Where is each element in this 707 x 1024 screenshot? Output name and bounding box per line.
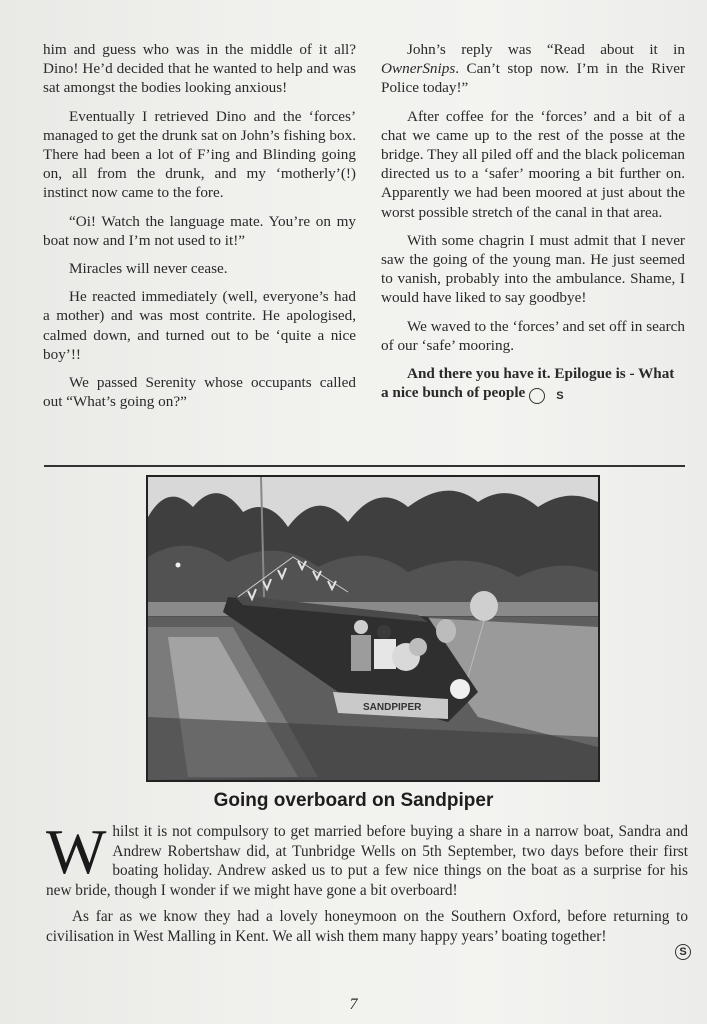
s-logo-icon: S [675,944,691,960]
paragraph: As far as we know they had a lovely honeymoon on the Southern Oxford, before returning to civilisation in West Malling in Kent. We all wish them many happy years’ boating together! [46,908,688,945]
dropcap: W [46,816,107,887]
reply-text-end: . Can’t stop now. I’m in the River Police today!” [381,60,685,97]
left-column [43,40,356,420]
paragraph: After coffee for the ‘forces’ and a bit of a chat we came up to the rest of the posse at the bridge. They all piled off and the black policeman directed us to a ‘safer’ mooring a bit further on. Apparently we had been moored at just about the worst possible stretch of the canal in that area. [381,107,685,221]
article-headline: Going overboard on Sandpiper [213,790,494,811]
publication-name: OwnerSnips [381,60,456,78]
article-text: hilst it is not compulsory to get married before buying a share in a narrow boat, Sandra and Andrew Robertshaw did, at Tunbridge Wells on 5th September, two days before their first boating holiday. Andrew asked us to put a few nice things on the boat as a surprise for his new bride, though I wonder if we might have gone a bit overboard! [46,823,688,899]
page-number: 7 [349,996,358,1013]
reply-text: John’s reply was “Read about it in [407,41,685,58]
paragraph: Miracles will never cease. [69,260,228,278]
closing-line [381,364,685,404]
right-column [381,40,685,413]
paragraph: With some chagrin I must admit that I never saw the going of the young man. He just seemed to vanish, probably into the ambulance. Shame, I would have liked to say goodbye! [381,231,685,307]
photo-illustration [148,477,598,780]
article-body [46,816,688,953]
paragraph: him and guess who was in the middle of it all? Dino! He’d decided that he wanted to help and was sat amongst the bodies looking anxious! [43,41,356,97]
paragraph: He reacted immediately (well, everyone’s had a mother) and was most contrite. He apologised, calmed down, and turned out to be ‘quite a nice boy’!! [43,288,356,363]
paragraph: Eventually I retrieved Dino and the ‘forces’ managed to get the drunk sat on John’s fishing box. There had been a lot of F’ing and Blinding going on, all from the drunk, and my ‘motherly’(!) instinct now came to the fore. [43,107,356,202]
paragraph: We waved to the ‘forces’ and set off in search of our ‘safe’ mooring. [381,317,685,354]
paragraph [46,816,688,900]
s-logo-icon: S [529,388,545,404]
paragraph: We passed Serenity whose occupants called out “What’s going on?” [43,374,356,411]
paragraph [381,40,685,98]
section-divider [44,465,685,467]
wedding-boat-photo [146,475,600,782]
paragraph: “Oi! Watch the language mate. You’re on my boat now and I’m not used to it!” [43,212,356,249]
boat-name-label: SANDPIPER [363,702,422,713]
closing-text: And there you have it. Epilogue is - What a nice bunch of people [381,365,675,402]
